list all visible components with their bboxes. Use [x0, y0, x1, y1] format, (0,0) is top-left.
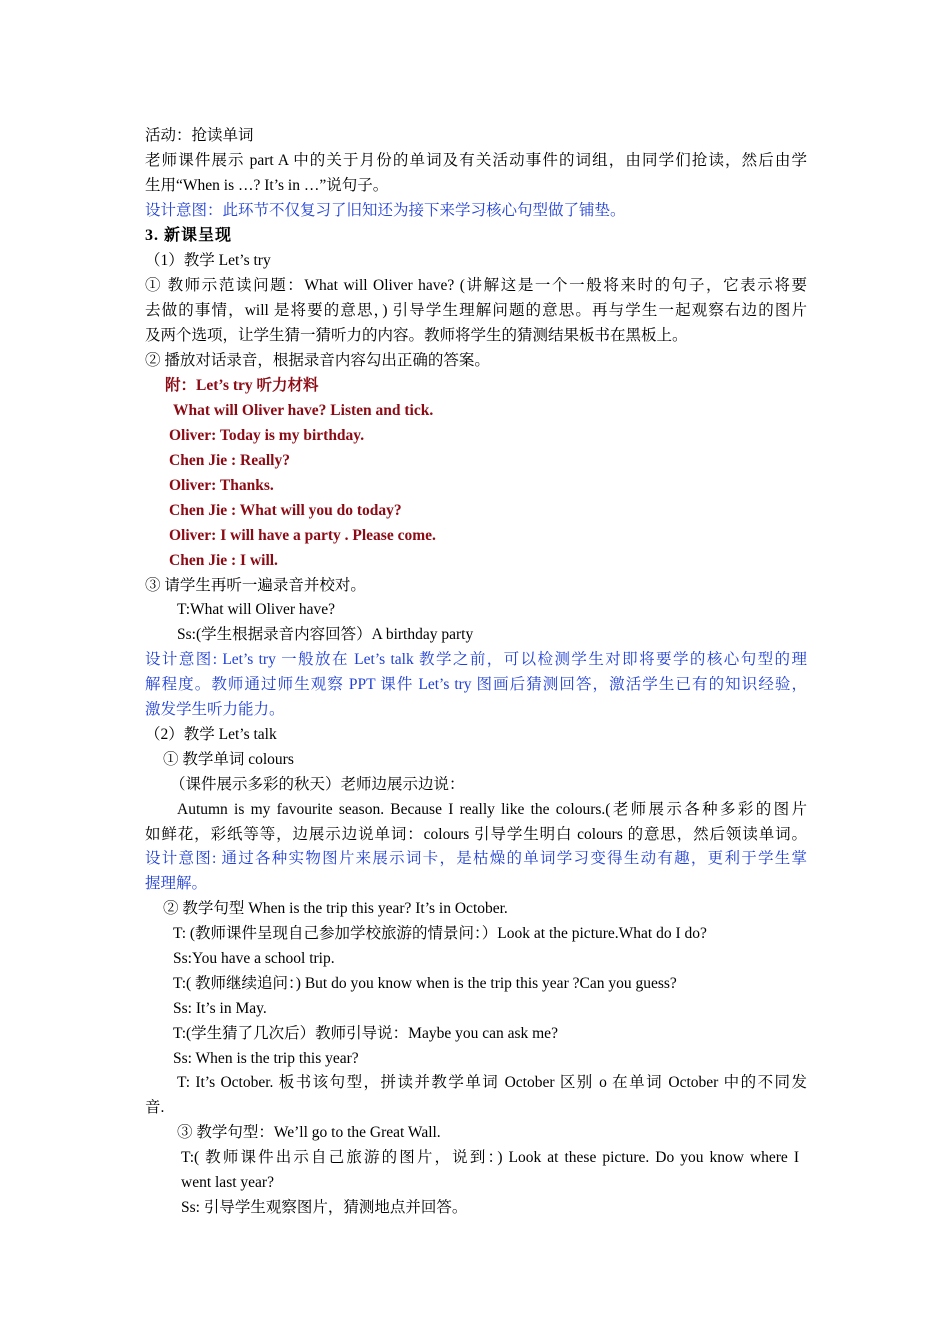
- listening-material-title: 附：Let’s try 听力材料: [165, 377, 319, 394]
- paragraph-line: 及两个选项，让学生猜一猜听力的内容。教师将学生的猜测结果板书在黑板上。: [145, 327, 688, 344]
- dialogue-line: T:(学生猜了几次后）教师引导说：Maybe you can ask me?: [173, 1025, 558, 1042]
- step-heading: ② 教学句型 When is the trip this year? It’s in October.: [163, 900, 508, 917]
- listening-material-line: Chen Jie : What will you do today?: [169, 502, 402, 519]
- design-intent-line: 握理解。: [145, 875, 208, 892]
- activity-title: 活动：抢读单词: [145, 127, 254, 144]
- listening-material-line: Oliver: Thanks.: [169, 477, 274, 494]
- dialogue-line: Ss: 引导学生观察图片，猜测地点并回答。: [181, 1199, 468, 1216]
- dialogue-line: 音.: [145, 1099, 165, 1116]
- listening-material-line: What will Oliver have? Listen and tick.: [173, 402, 434, 419]
- design-intent-line: 设计意图：此环节不仅复习了旧知还为接下来学习核心句型做了铺垫。: [145, 202, 626, 219]
- paragraph-line: ① 教师示范读问题：What will Oliver have? (讲解这是一个一般将来时的句子，它表示将要: [145, 277, 807, 294]
- listening-material-line: Chen Jie : I will.: [169, 552, 278, 569]
- dialogue-line: T:What will Oliver have?: [177, 601, 336, 618]
- design-intent-line: 解程度。教师通过师生观察 PPT 课件 Let’s try 图画后猜测回答，激活学生已有的知识经验，: [145, 676, 807, 693]
- dialogue-line: Ss:(学生根据录音内容回答）A birthday party: [177, 626, 474, 643]
- listening-material-line: Oliver: I will have a party . Please come.: [169, 527, 436, 544]
- design-intent-line: 设计意图: Let’s try 一般放在 Let’s talk 教学之前，可以检测学生对即将要学的核心句型的理: [145, 651, 807, 668]
- paragraph-line: （课件展示多彩的秋天）老师边展示边说：: [170, 776, 465, 793]
- dialogue-line: went last year?: [181, 1174, 274, 1191]
- listening-material-line: Oliver: Today is my birthday.: [169, 427, 365, 444]
- dialogue-line: Ss: When is the trip this year?: [173, 1050, 359, 1067]
- subsection-heading: （2）教学 Let’s talk: [145, 726, 277, 743]
- dialogue-line: T:( 教师课件出示自己旅游的图片，说到：) Look at these picture. Do you know where I: [181, 1149, 799, 1166]
- subsection-heading: （1）教学 Let’s try: [145, 252, 271, 269]
- section-heading: 3. 新课呈现: [145, 227, 233, 244]
- dialogue-line: T: It’s October. 板书该句型，拼读并教学单词 October 区别 o 在单词 October 中的不同发: [177, 1074, 807, 1091]
- paragraph-line: 去做的事情，will 是将要的意思，) 引导学生理解问题的意思。再与学生一起观察右边的图片: [145, 302, 807, 319]
- dialogue-line: Ss:You have a school trip.: [173, 950, 335, 967]
- design-intent-line: 激发学生听力能力。: [145, 701, 285, 718]
- paragraph-line: 如鲜花，彩纸等等，边展示边说单词：colours 引导学生明白 colours 的意思，然后领读单词。: [145, 826, 807, 843]
- listening-material-line: Chen Jie : Really?: [169, 452, 290, 469]
- design-intent-line: 设计意图: 通过各种实物图片来展示词卡，是枯燥的单词学习变得生动有趣，更利于学生掌: [145, 850, 807, 867]
- paragraph-line: 生用“When is …? It’s in …”说句子。: [145, 177, 389, 194]
- paragraph-line: 老师课件展示 part A 中的关于月份的单词及有关活动事件的词组，由同学们抢读，然后由学: [145, 152, 807, 169]
- step-heading: ① 教学单词 colours: [163, 751, 294, 768]
- dialogue-line: T: (教师课件呈现自己参加学校旅游的情景问：）Look at the picture.What do I do?: [173, 925, 707, 942]
- paragraph-line: ③ 请学生再听一遍录音并校对。: [145, 577, 366, 594]
- dialogue-line: T:( 教师继续追问：) But do you know when is the trip this year ?Can you guess?: [173, 975, 677, 992]
- paragraph-line: Autumn is my favourite season. Because I really like the colours.(老师展示各种多彩的图片: [177, 801, 807, 818]
- step-heading: ③ 教学句型：We’ll go to the Great Wall.: [177, 1124, 441, 1141]
- paragraph-line: ② 播放对话录音，根据录音内容勾出正确的答案。: [145, 352, 490, 369]
- dialogue-line: Ss: It’s in May.: [173, 1000, 267, 1017]
